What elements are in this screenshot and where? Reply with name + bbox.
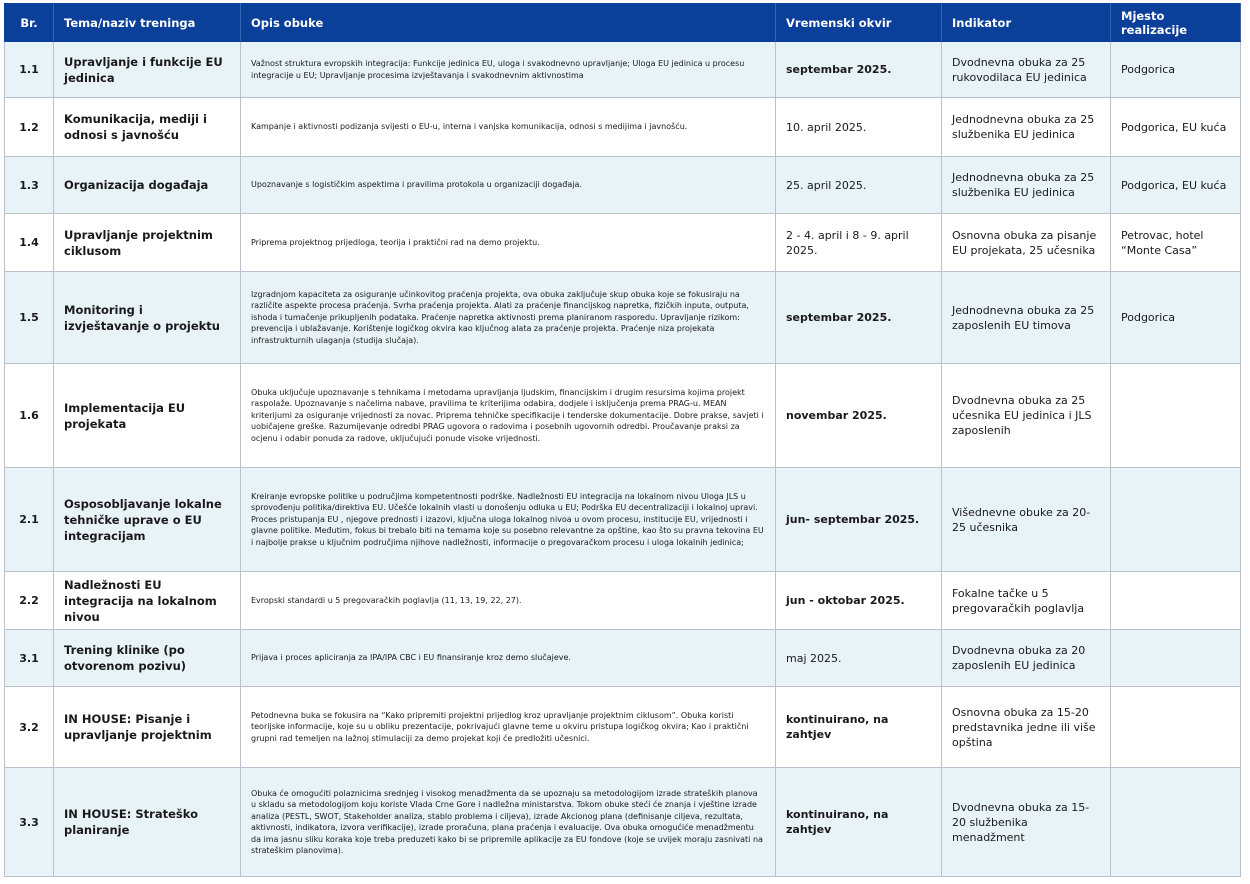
row-number: 1.3 xyxy=(5,157,54,214)
row-description: Kreiranje evropske politike u područjima kompetentnosti podrške. Nadležnosti EU integracija na lokalnom nivou Uloga JLS u sprovođenju politika/direktiva EU. Učešće lokalnih vlasti u donošenju odluka u EU; Podrška EU decentralizaciji i lokalnoj upravi. Proces pristupanja EU , njegove prednosti i izazovi, ključna uloga lokalnog nivoa u ovom procesu, institucije EU, vrijednosti i glavne politike. Međutim, fokus bi trebalo biti na temama koje su posebno relevantne za opštine, kao što su pravna tekovina EU i najbolje prakse u ključnim područjima njihove nadležnosti, informacije o pregovaračkom procesu i uloga lokalnih jedinica; xyxy=(241,468,776,572)
row-number: 1.5 xyxy=(5,272,54,364)
row-location: Petrovac, hotel “Monte Casa” xyxy=(1111,214,1241,272)
row-indicator: Dvodnevna obuka za 25 rukovodilaca EU jedinica xyxy=(942,42,1111,98)
row-location: Podgorica xyxy=(1111,42,1241,98)
row-number: 3.3 xyxy=(5,768,54,877)
row-description: Priprema projektnog prijedloga, teorija i praktični rad na demo projektu. xyxy=(241,214,776,272)
header-br: Br. xyxy=(5,4,54,42)
row-topic: Upravljanje i funkcije EU jedinica xyxy=(54,42,241,98)
row-timeframe: septembar 2025. xyxy=(776,42,942,98)
row-indicator: Fokalne tačke u 5 pregovaračkih poglavlja xyxy=(942,572,1111,630)
row-indicator: Višednevne obuke za 20-25 učesnika xyxy=(942,468,1111,572)
table-row xyxy=(5,98,1241,157)
training-plan-table xyxy=(4,3,1241,877)
header-vrijeme: Vremenski okvir xyxy=(776,4,942,42)
row-timeframe: kontinuirano, na zahtjev xyxy=(776,687,942,768)
row-timeframe: jun - oktobar 2025. xyxy=(776,572,942,630)
row-description: Kampanje i aktivnosti podizanja svijesti o EU-u, interna i vanjska komunikacija, odnosi s medijima i javnošću. xyxy=(241,98,776,157)
header-row xyxy=(5,4,1241,42)
table-row xyxy=(5,630,1241,687)
table-row xyxy=(5,42,1241,98)
row-location: Podgorica, EU kuća xyxy=(1111,157,1241,214)
row-timeframe: 10. april 2025. xyxy=(776,98,942,157)
row-description: Važnost struktura evropskih integracija: Funkcije jedinica EU, uloga i svakodnevno upravljanje; Uloga EU jedinica u procesu integracije u EU; Upravljanje procesima izvještavanja i svakodnevnim aktivnostima xyxy=(241,42,776,98)
header-indikator: Indikator xyxy=(942,4,1111,42)
row-timeframe: kontinuirano, na zahtjev xyxy=(776,768,942,877)
row-number: 3.2 xyxy=(5,687,54,768)
row-topic: Upravljanje projektnim ciklusom xyxy=(54,214,241,272)
training-plan-table-wrapper xyxy=(4,3,1240,877)
table-row xyxy=(5,468,1241,572)
row-timeframe: novembar 2025. xyxy=(776,364,942,468)
row-location xyxy=(1111,630,1241,687)
row-number: 1.2 xyxy=(5,98,54,157)
row-number: 3.1 xyxy=(5,630,54,687)
row-indicator: Dvodnevna obuka za 15-20 službenika menadžment xyxy=(942,768,1111,877)
row-indicator: Jednodnevna obuka za 25 službenika EU jedinica xyxy=(942,98,1111,157)
row-topic: Osposobljavanje lokalne tehničke uprave o EU integracijam xyxy=(54,468,241,572)
table-row xyxy=(5,157,1241,214)
row-number: 2.2 xyxy=(5,572,54,630)
row-description: Upoznavanje s logističkim aspektima i pravilima protokola u organizaciji događaja. xyxy=(241,157,776,214)
row-timeframe: septembar 2025. xyxy=(776,272,942,364)
row-topic: Komunikacija, mediji i odnosi s javnošću xyxy=(54,98,241,157)
row-description: Evropski standardi u 5 pregovaračkih poglavlja (11, 13, 19, 22, 27). xyxy=(241,572,776,630)
table-row xyxy=(5,214,1241,272)
row-description: Izgradnjom kapaciteta za osiguranje učinkovitog praćenja projekta, ova obuka zaključuje skup obuka koje se fokusiraju na različite aspekte procesa praćenja. Svrha praćenja projekta. Alati za praćenje financijskog napretka, fizičkih inputa, outputa, ishoda i tumačenje prikupljenih podataka. Praćenje napretka aktivnosti prema planiranom rasporedu. Upravljanje rizikom: prevencija i ublažavanje. Korištenje logičkog okvira kao ključnog alata za praćenje projekta. Praćenje niza projekata infrastrukturnih ulaganja (studija slučaja). xyxy=(241,272,776,364)
row-topic: IN HOUSE: Pisanje i upravljanje projektnim xyxy=(54,687,241,768)
row-description: Petodnevna buka se fokusira na “Kako pripremiti projektni prijedlog kroz upravljanje projektnim ciklusom”. Obuka koristi teorijske informacije, koje su u obliku prezentacije, pokrivajući glavne teme u okviru pristupa logičkog okvira; Kao i praktični grupni rad temeljen na lažnoj stimulaciji za demo projekat koji će predložiti učesnici. xyxy=(241,687,776,768)
row-number: 1.6 xyxy=(5,364,54,468)
header-mjesto: Mjesto realizacije xyxy=(1111,4,1241,42)
table-row xyxy=(5,364,1241,468)
row-description: Obuka će omogućiti polaznicima srednjeg i visokog menadžmenta da se upoznaju sa metodologijom izrade strateških planova u skladu sa metodologijom koju koriste Vlada Crne Gore i nadležna ministarstva. Tokom obuke steći će znanja i vještine izrade analiza (PESTL, SWOT, Stakeholder analiza, stablo problema i ciljeva), izrade Akcionog plana (definisanje ciljeva, rezultata, aktivnosti, indikatora, izvora verifikacije), izrade proračuna, plana praćenja i evaluacije. Ova obuka omogućiće menadžmentu da ima jasnu sliku koraka koje treba preduzeti kako bi se pripremile aplikacije za EU fondove (koje se uvijek moraju zasnivati na strateškim planovima). xyxy=(241,768,776,877)
row-topic: Monitoring i izvještavanje o projektu xyxy=(54,272,241,364)
row-number: 1.1 xyxy=(5,42,54,98)
row-number: 2.1 xyxy=(5,468,54,572)
row-location xyxy=(1111,768,1241,877)
row-description: Prijava i proces apliciranja za IPA/IPA CBC i EU finansiranje kroz demo slučajeve. xyxy=(241,630,776,687)
row-timeframe: 25. april 2025. xyxy=(776,157,942,214)
row-indicator: Jednodnevna obuka za 25 zaposlenih EU timova xyxy=(942,272,1111,364)
row-location xyxy=(1111,468,1241,572)
row-indicator: Jednodnevna obuka za 25 službenika EU jedinica xyxy=(942,157,1111,214)
row-indicator: Osnovna obuka za 15-20 predstavnika jedne ili više opština xyxy=(942,687,1111,768)
row-location: Podgorica, EU kuća xyxy=(1111,98,1241,157)
row-topic: Organizacija događaja xyxy=(54,157,241,214)
row-location xyxy=(1111,687,1241,768)
row-location xyxy=(1111,572,1241,630)
row-timeframe: maj 2025. xyxy=(776,630,942,687)
table-row xyxy=(5,272,1241,364)
row-topic: Trening klinike (po otvorenom pozivu) xyxy=(54,630,241,687)
table-row xyxy=(5,572,1241,630)
row-indicator: Dvodnevna obuka za 20 zaposlenih EU jedinica xyxy=(942,630,1111,687)
row-location: Podgorica xyxy=(1111,272,1241,364)
row-indicator: Dvodnevna obuka za 25 učesnika EU jedinica i JLS zaposlenih xyxy=(942,364,1111,468)
row-location xyxy=(1111,364,1241,468)
row-topic: Nadležnosti EU integracija na lokalnom nivou xyxy=(54,572,241,630)
table-row xyxy=(5,687,1241,768)
row-timeframe: 2 - 4. april i 8 - 9. april 2025. xyxy=(776,214,942,272)
header-opis: Opis obuke xyxy=(241,4,776,42)
row-number: 1.4 xyxy=(5,214,54,272)
header-tema: Tema/naziv treninga xyxy=(54,4,241,42)
row-topic: IN HOUSE: Strateško planiranje xyxy=(54,768,241,877)
row-topic: Implementacija EU projekata xyxy=(54,364,241,468)
table-row xyxy=(5,768,1241,877)
row-timeframe: jun- septembar 2025. xyxy=(776,468,942,572)
row-description: Obuka uključuje upoznavanje s tehnikama i metodama upravljanja ljudskim, financijskim i drugim resursima kojima projekt raspolaže. Upoznavanje s načelima nabave, pravilima te kriterijima odabira, dodjele i isključenja prema PRAG-u. MEAN kriterijumi za osiguranje vrijednosti za novac. Priprema tehničke specifikacije i tenderske dokumentacije. Dobre prakse, savjeti i uobičajene greške. Razumijevanje odredbi PRAG ugovora o radovima i posebnih ugovornih odredbi. Proučavanje praksi za ocjenu i odabir ponuda za radove, uključujući ponude visoke vrijednosti. xyxy=(241,364,776,468)
row-indicator: Osnovna obuka za pisanje EU projekata, 25 učesnika xyxy=(942,214,1111,272)
